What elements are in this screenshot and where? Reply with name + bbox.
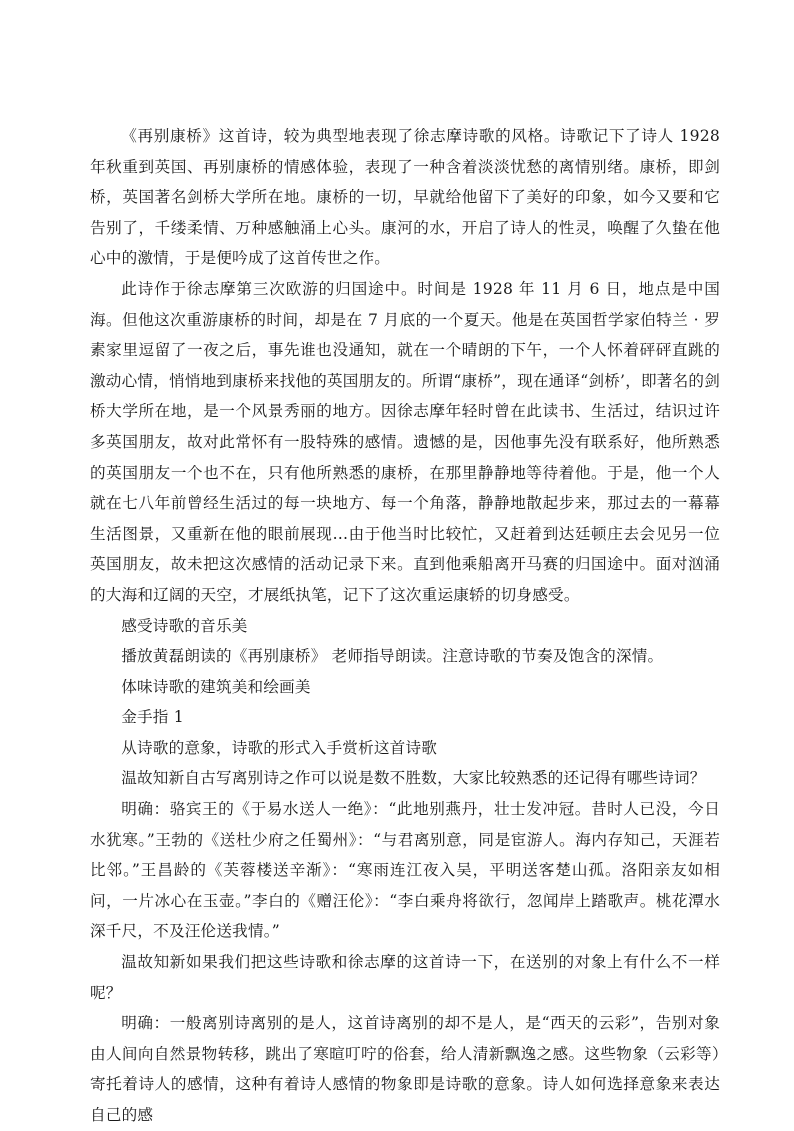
document-page: [90, 121, 720, 1131]
paragraph-analysis-approach: 从诗歌的意象，诗歌的形式入手赏析这首诗歌: [121, 738, 438, 757]
paragraph-writing-background: 此诗作于徐志摩第三次欧游的归国途中。时间是 1928 年 11 月 6 日，地点是中国海。但他这次重游康桥的时间，却是在 7 月底的一个夏天。他是在英国哲学家伯特兰 · 罗素家里逗留了一夜之后，事先谁也没通知，就在一个晴朗的下午，一个人怀着砰砰直跳的激动心情，悄悄地到康桥来找他的英国朋友的。所谓“康桥”，现在通译“剑桥’，即著名的剑桥大学所在地，是一个风景秀丽的地方。因徐志摩年轻时曾在此读书、生活过，结识过许多英国朋友，故对此常怀有一股特殊的感情。遗憾的是，因他事先没有联系好，他所熟悉的英国朋友一个也不在，只有他所熟悉的康桥，在那里静静地等待着他。于是，他一个人就在七八年前曾经生活过的每一块地方、每一个角落，静静地散起步来，那过去的一幕幕生活图景，又重新在他的眼前展现…由于他当时比较忙，又赶着到达廷顿庄去会见另一位英国朋友，故未把这次感情的活动记录下来。直到他乘船离开马赛的归国途中。面对汹涌的大海和辽阔的天空，才展纸执笔，记下了这次重运康轿的切身感受。: [90, 279, 720, 604]
section-heading-music: 感受诗歌的音乐美: [121, 616, 248, 635]
paragraph-poem-intro: 《再别康桥》这首诗，较为典型地表现了徐志摩诗歌的风格。诗歌记下了诗人 1928 年秋重到英国、再别康桥的情感体验，表现了一种含着淡淡忧愁的离情别绪。康桥，即剑桥，英国著名剑桥大学所在地。康桥的一切，早就给他留下了美好的印象，如今又要和它告别了，千缕柔情、万种感触涌上心头。康河的水，开启了诗人的性灵，唤醒了久蛰在他心中的激情，于是便吟成了这首传世之作。: [90, 127, 720, 268]
paragraph-answer-farewell-poems: 明确：骆宾王的《于易水送人一绝》：“此地别燕丹，壮士发冲冠。昔时人已没，今日水犹寒。”王勃的《送杜少府之任蜀州》：“与君离别意，同是宦游人。海内存知己，天涯若比邻。”王昌龄的《芙蓉楼送辛渐》：“寒雨连江夜入吴，平明送客楚山孤。洛阳亲友如相问，一片冰心在玉壶。”李白的《赠汪伦》：“李白乘舟将欲行，忽闻岸上踏歌声。桃花潭水深千尺，不及汪伦送我情。”: [90, 800, 720, 941]
paragraph-answer-imagery: 明确：一般离别诗离别的是人，这首诗离别的却不是人，是“西天的云彩”，告别对象由人间向自然景物转移，跳出了寒暄叮咛的俗套，给人清新飘逸之感。这些物象（云彩等）寄托着诗人的感情，这种有着诗人感情的物象即是诗歌的意象。诗人如何选择意象来表达自己的感: [90, 1014, 720, 1124]
paragraph-reading-instruction: 播放黄磊朗读的《再别康桥》 老师指导朗读。注意诗歌的节奏及饱含的深情。: [121, 647, 664, 666]
paragraph-question-comparison: 温故知新如果我们把这些诗歌和徐志摩的这首诗一下，在送别的对象上有什么不一样呢？: [90, 953, 720, 1002]
section-heading-architecture-painting: 体味诗歌的建筑美和绘画美: [121, 677, 311, 696]
paragraph-question-farewell-poems: 温故知新自古写离别诗之作可以说是数不胜数，大家比较熟悉的还记得有哪些诗词？: [121, 769, 706, 788]
label-golden-finger: 金手指 1: [121, 708, 184, 727]
